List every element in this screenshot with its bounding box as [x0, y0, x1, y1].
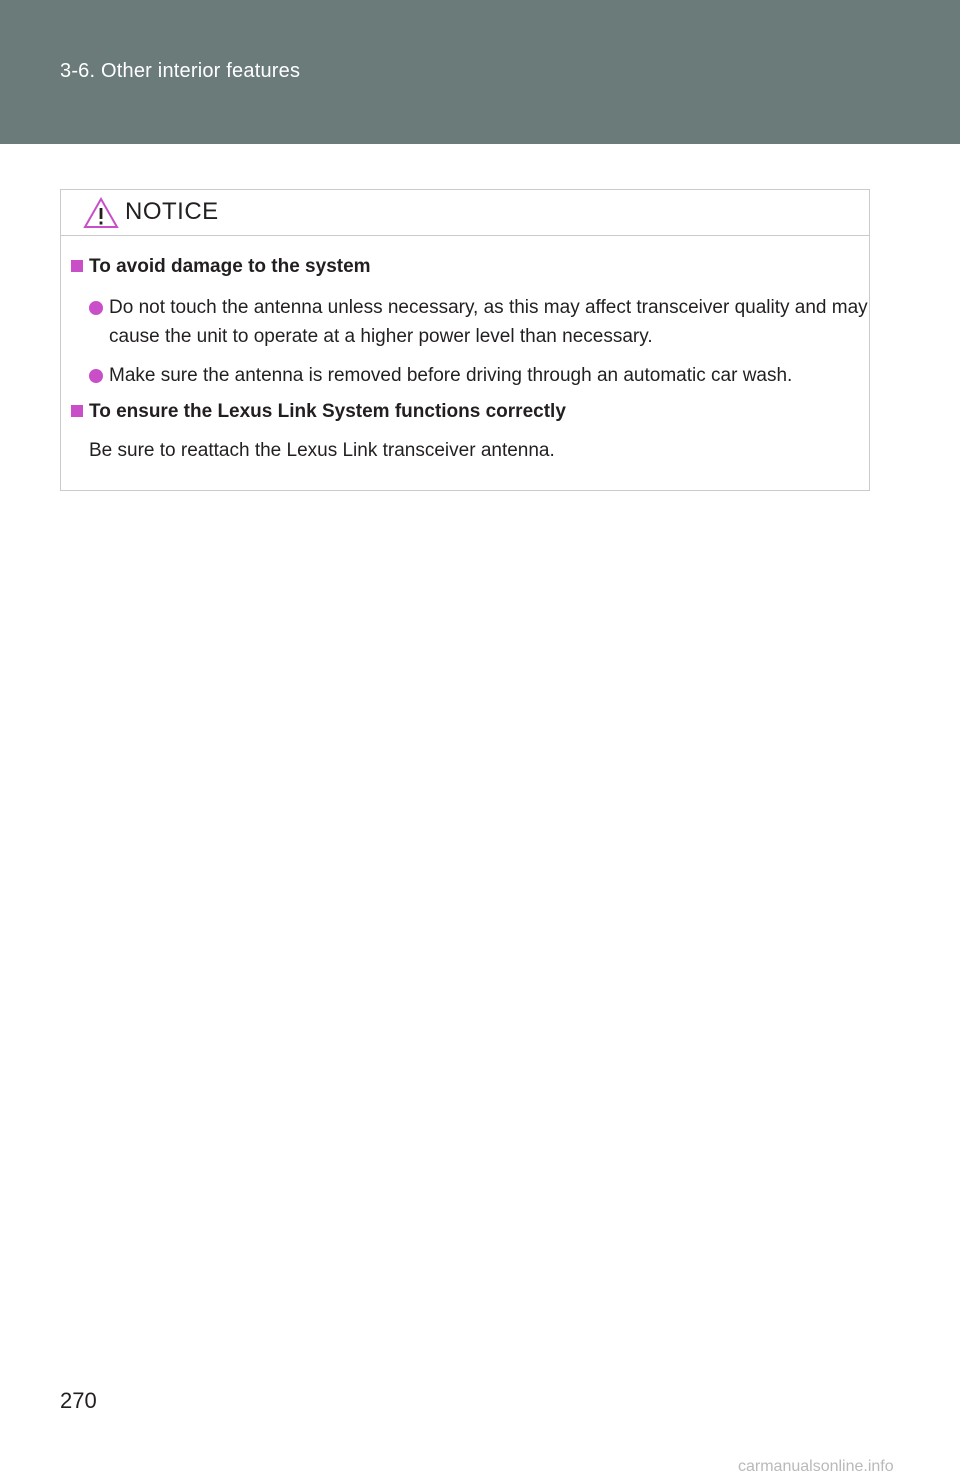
- header-band: [0, 0, 960, 144]
- list-item: [89, 361, 869, 390]
- round-bullet-icon: [89, 369, 103, 383]
- square-bullet-icon: [71, 260, 83, 272]
- notice-title: NOTICE: [125, 198, 219, 225]
- topic-heading-text: To avoid damage to the system: [89, 256, 371, 277]
- warning-triangle-icon: [83, 197, 119, 229]
- topic-heading: [71, 256, 371, 278]
- notice-box: [60, 189, 870, 491]
- list-item-text: Make sure the antenna is removed before driving through an automatic car wash.: [109, 365, 793, 386]
- section-title: 3-6. Other interior features: [60, 60, 301, 82]
- list-item: [89, 293, 869, 351]
- watermark: carmanualsonline.info: [738, 1458, 894, 1475]
- notice-header: [61, 190, 869, 236]
- square-bullet-icon: [71, 405, 83, 417]
- topic-heading-text: To ensure the Lexus Link System functions correctly: [89, 401, 566, 422]
- list-item-text: Do not touch the antenna unless necessary, as this may affect transceiver quality and may cause the unit to operate at a higher power level than necessary.: [109, 297, 868, 347]
- topic-heading: [71, 401, 566, 423]
- topic-body-text: Be sure to reattach the Lexus Link transceiver antenna.: [89, 440, 555, 461]
- round-bullet-icon: [89, 301, 103, 315]
- page-number: 270: [60, 1388, 97, 1413]
